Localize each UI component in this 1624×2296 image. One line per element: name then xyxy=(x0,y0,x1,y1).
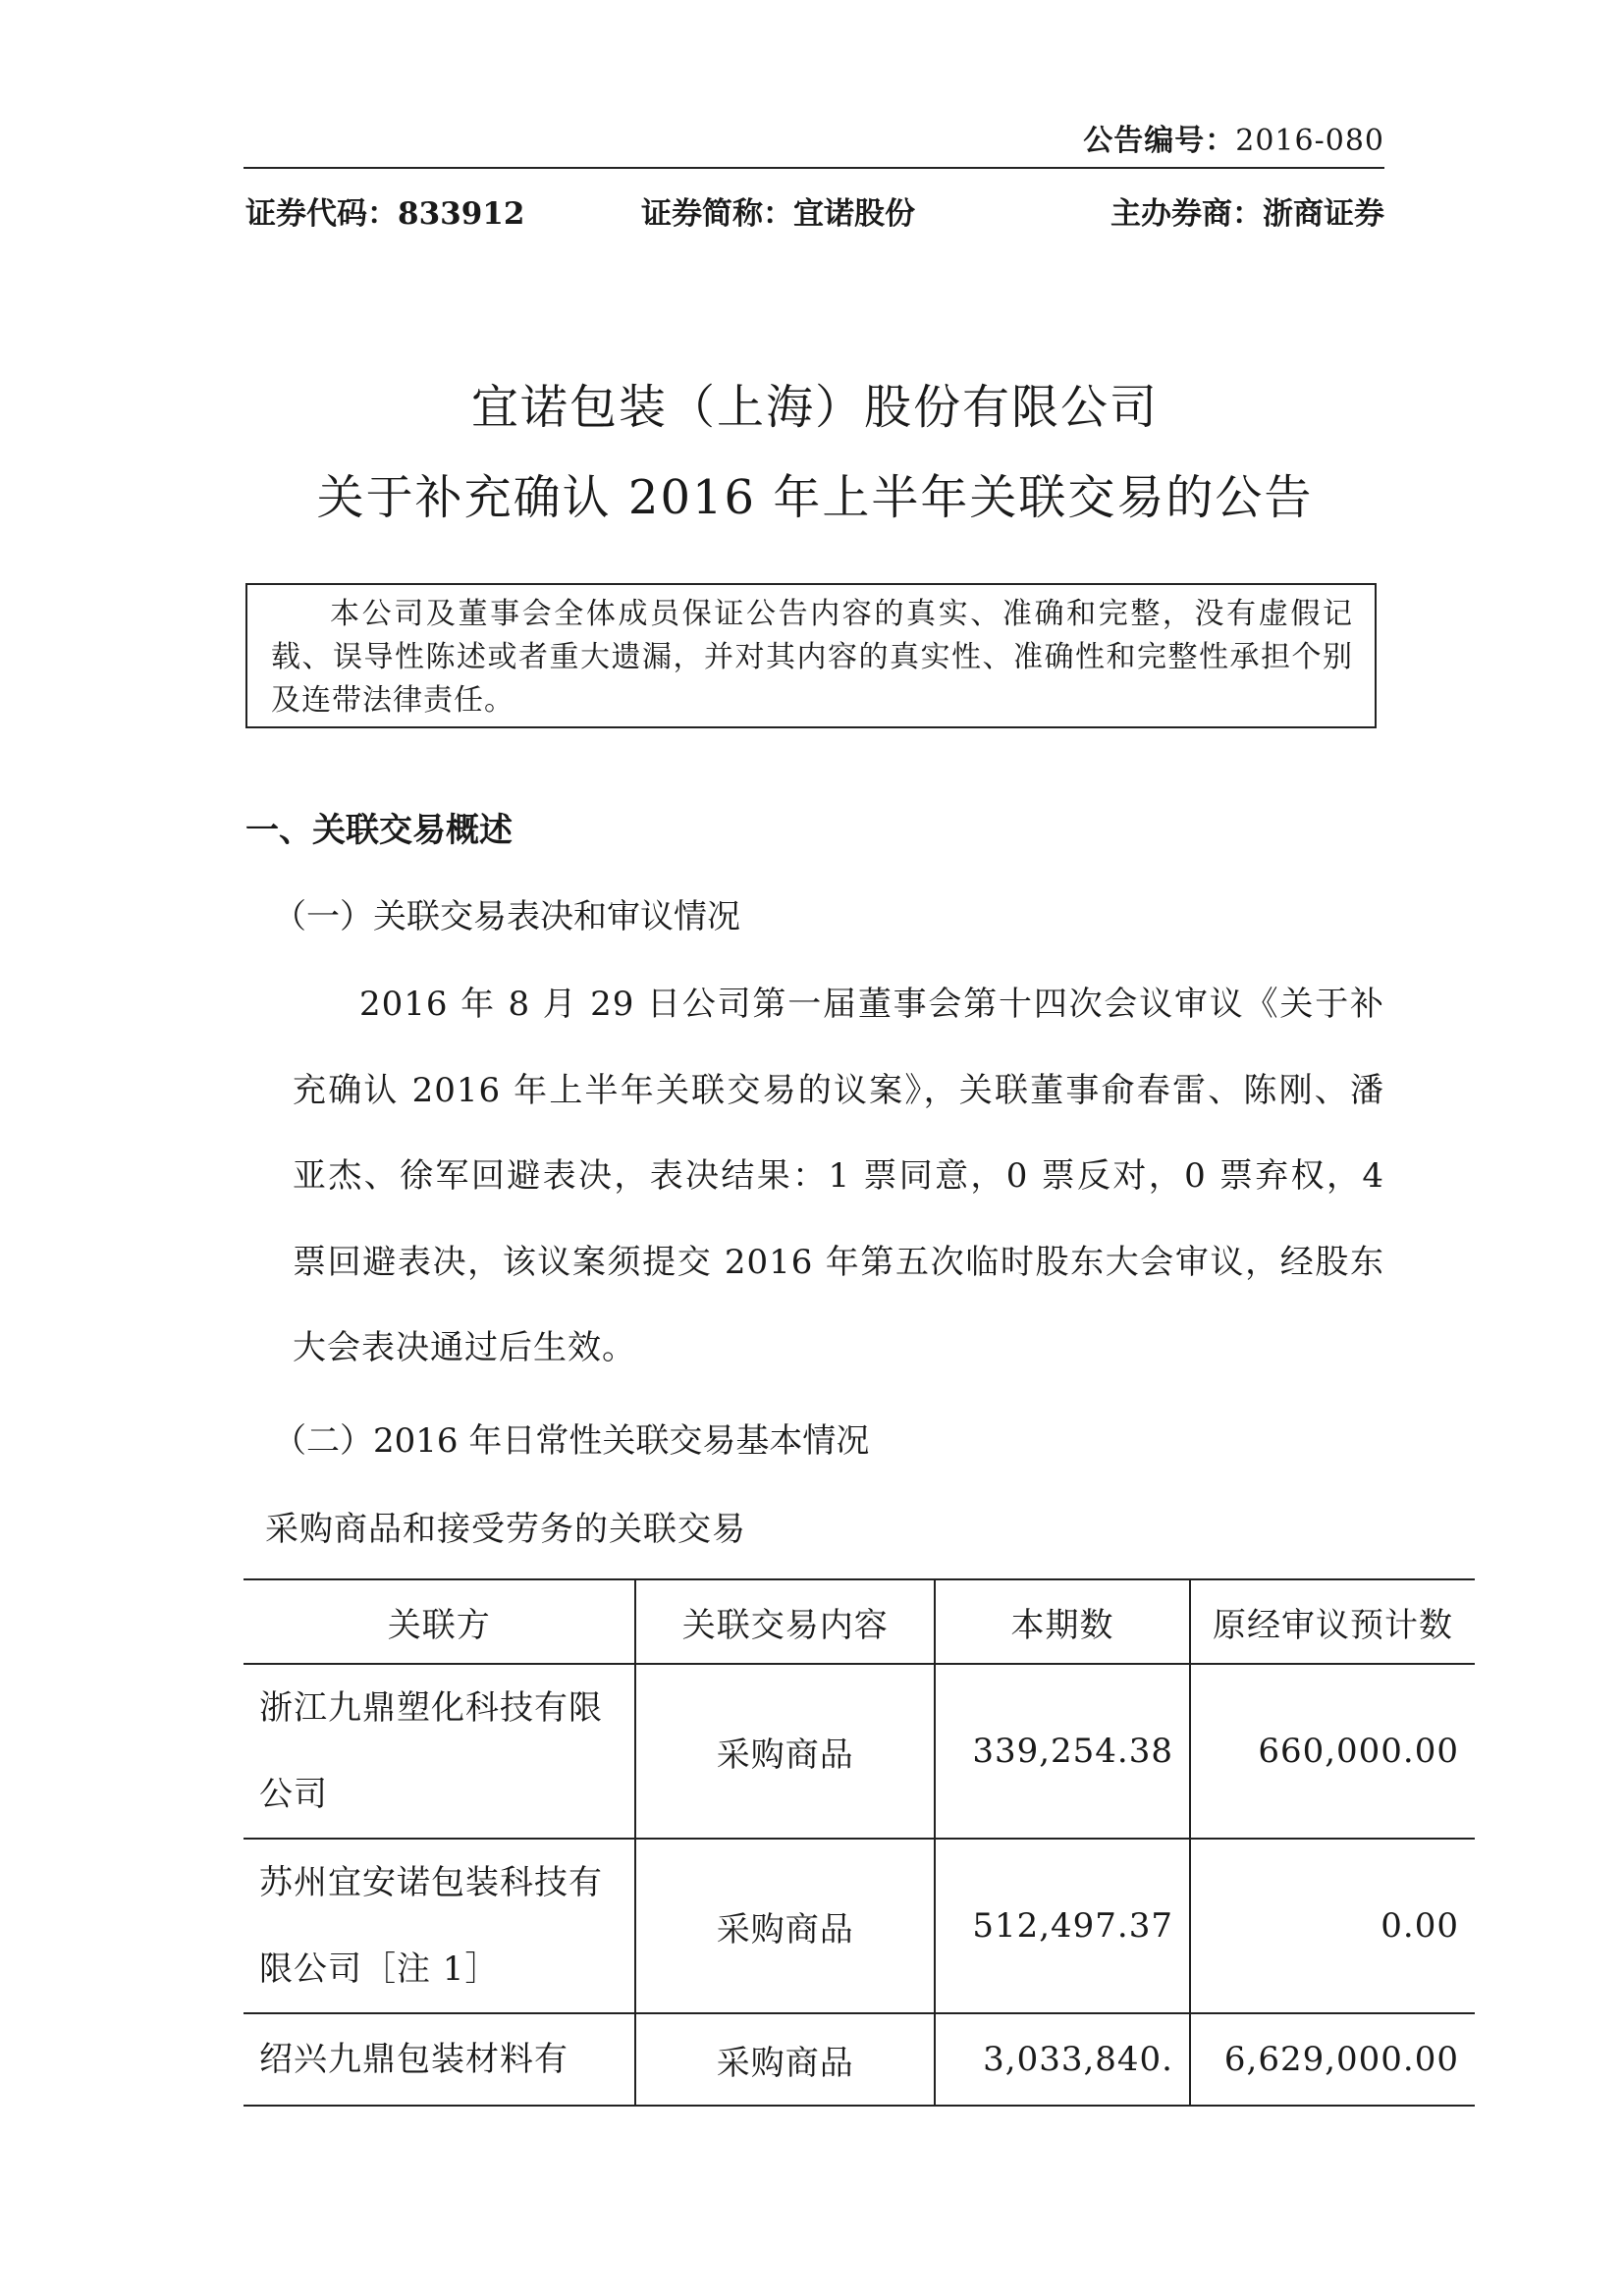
security-abbreviation: 证券简称：宜诺股份 xyxy=(641,196,915,232)
header-transaction-content: 关联交易内容 xyxy=(635,1579,935,1664)
table-caption: 采购商品和接受劳务的关联交易 xyxy=(265,1510,746,1549)
cell-party: 苏州宜安诺包装科技有限公司［注 1］ xyxy=(244,1839,635,2013)
cell-content: 采购商品 xyxy=(635,1839,935,2013)
table-row xyxy=(244,1664,1475,1839)
security-code: 证券代码：833912 xyxy=(245,196,525,232)
notice-number-label: 公告编号： xyxy=(1083,124,1236,158)
security-info-line xyxy=(245,188,1384,232)
header-current-period: 本期数 xyxy=(935,1579,1190,1664)
voting-paragraph: 2016 年 8 月 29 日公司第一届董事会第十四次会议审议《关于补充确认 2016 年上半年关联交易的议案》，关联董事俞春雷、陈刚、潘亚杰、徐军回避表决，表决结果：1 票同意，0 票反对，0 票弃权，4 票回避表决，该议案须提交 2016 年第五次临时股东大会审议，经股东大会表决通过后生效。 xyxy=(293,985,1384,1367)
cell-current: 512,497.37 xyxy=(935,1839,1190,2013)
notice-number xyxy=(245,116,1384,159)
cell-current: 339,254.38 xyxy=(935,1664,1190,1839)
cell-content: 采购商品 xyxy=(635,1664,935,1839)
cell-estimate: 6,629,000.00 xyxy=(1190,2013,1475,2106)
cell-content: 采购商品 xyxy=(635,2013,935,2106)
cell-estimate: 660,000.00 xyxy=(1190,1664,1475,1839)
board-statement-box: 本公司及董事会全体成员保证公告内容的真实、准确和完整，没有虚假记载、误导性陈述或者重大遗漏，并对其内容的真实性、准确性和完整性承担个别及连带法律责任。 xyxy=(245,583,1377,728)
table-header-row xyxy=(244,1579,1475,1664)
cell-party: 绍兴九鼎包装材料有 xyxy=(244,2013,635,2106)
header-related-party: 关联方 xyxy=(244,1579,635,1664)
header-approved-estimate: 原经审议预计数 xyxy=(1190,1579,1475,1664)
notice-number-value: 2016-080 xyxy=(1235,124,1384,158)
related-transactions-table xyxy=(244,1578,1475,2107)
subsection-heading-daily-transactions: （二）2016 年日常性关联交易基本情况 xyxy=(273,1421,870,1461)
header-divider xyxy=(244,167,1384,169)
cell-party: 浙江九鼎塑化科技有限公司 xyxy=(244,1664,635,1839)
section-heading-overview: 一、关联交易概述 xyxy=(245,811,513,850)
subsection-heading-voting: （一）关联交易表决和审议情况 xyxy=(273,897,740,936)
lead-broker: 主办券商：浙商证券 xyxy=(1110,196,1384,232)
cell-current: 3,033,840. xyxy=(935,2013,1190,2106)
cell-estimate: 0.00 xyxy=(1190,1839,1475,2013)
title-line-1: 宜诺包装（上海）股份有限公司 xyxy=(470,380,1159,435)
table-row xyxy=(244,2013,1475,2106)
table-row xyxy=(244,1839,1475,2013)
title-line-2: 关于补充确认 2016 年上半年关联交易的公告 xyxy=(316,470,1314,525)
